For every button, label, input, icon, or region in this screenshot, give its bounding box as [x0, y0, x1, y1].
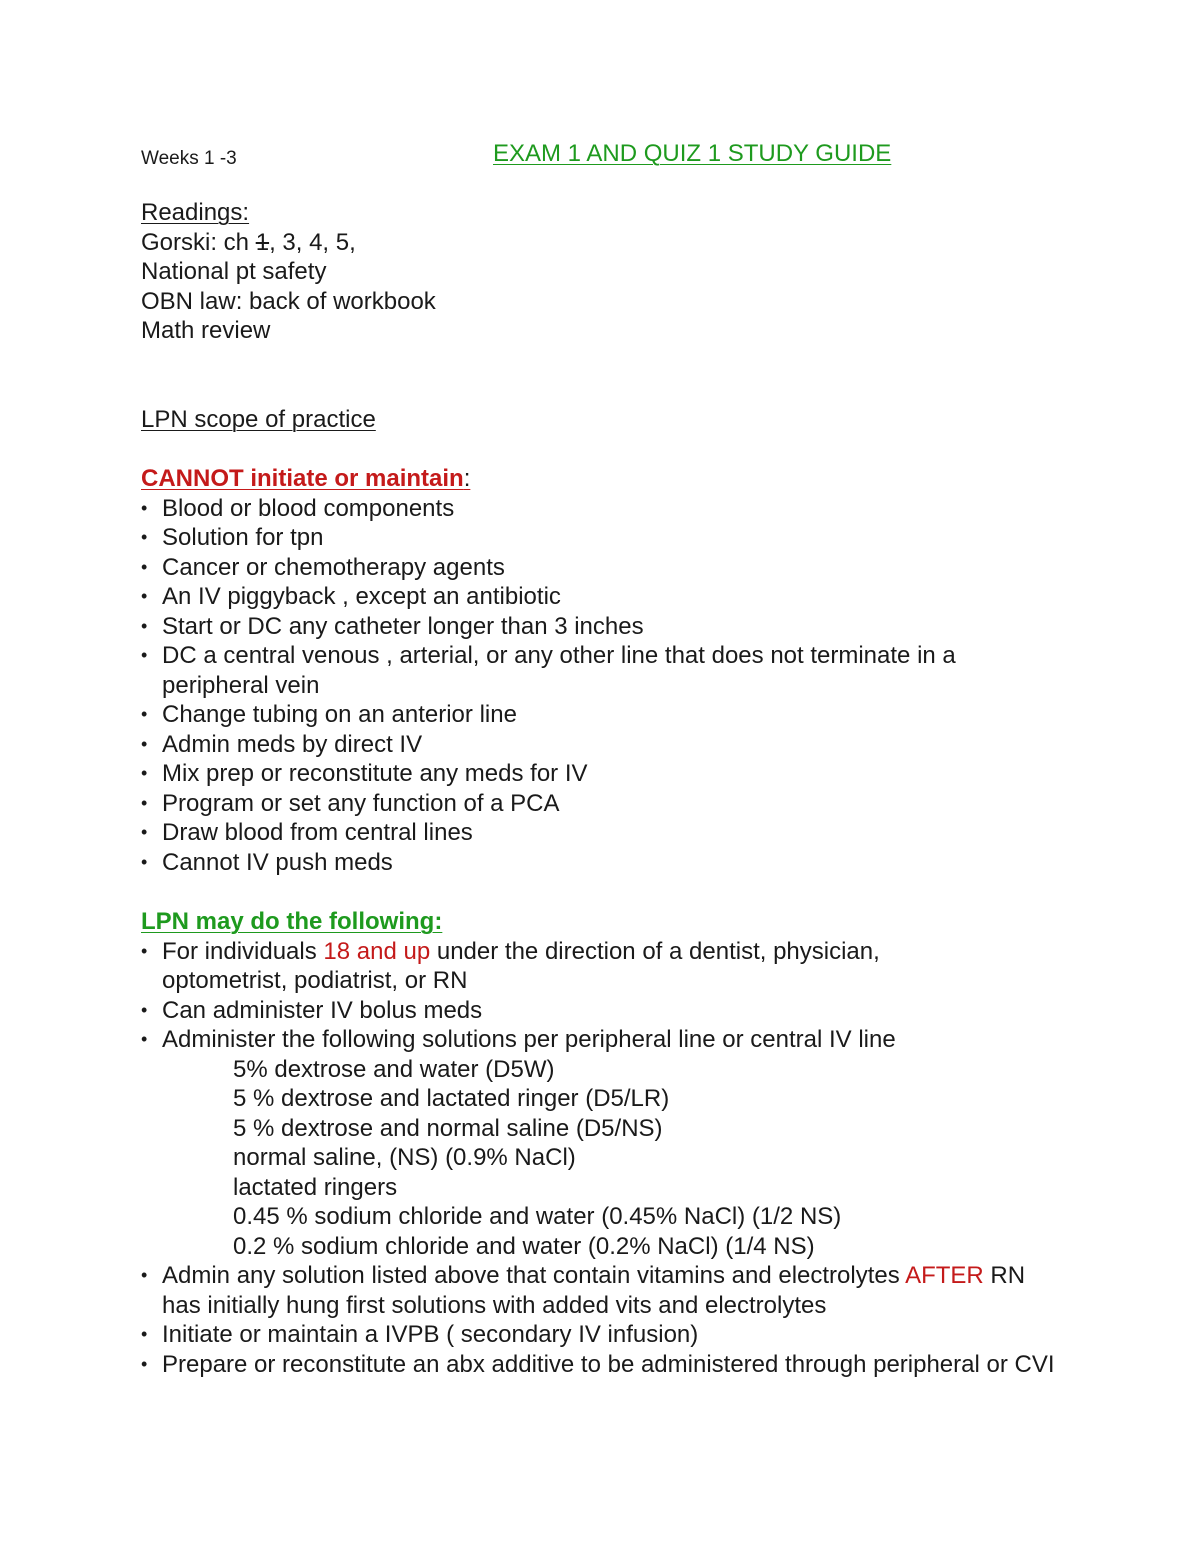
document-header	[141, 140, 1041, 174]
list-item-text: Admin any solution listed above that contain vitamins and electrolytes	[162, 1262, 906, 1289]
list-item-text: DC a central venous , arterial, or any other line that does not terminate in a peripheral vein	[162, 642, 956, 699]
list-item	[141, 612, 1061, 642]
cannot-heading	[141, 464, 1061, 494]
list-item-text: Blood or blood components	[162, 494, 455, 522]
list-item-text: An IV piggyback , except an antibiotic	[162, 583, 561, 610]
may-heading: LPN may do the following:	[141, 908, 443, 935]
list-item-text: Change tubing on an anterior line	[162, 701, 517, 728]
list-item-text: under the direction of a dentist, physician, optometrist, podiatrist, or RN	[162, 937, 880, 994]
list-item	[141, 641, 1032, 700]
bullet-icon: •	[141, 940, 148, 961]
list-item	[141, 494, 1061, 524]
list-item	[141, 1025, 1061, 1261]
list-item-text: Admin meds by direct IV	[162, 730, 423, 758]
scope-heading: LPN scope of practice	[141, 405, 376, 433]
gorski-struck-chapter: 1	[255, 228, 270, 256]
list-item	[141, 553, 1061, 583]
list-item	[141, 937, 982, 996]
list-item	[141, 759, 1061, 789]
cannot-heading-colon: :	[463, 465, 471, 492]
weeks-label: Weeks 1 -3	[141, 148, 237, 169]
bullet-icon: •	[141, 1029, 148, 1049]
bullet-icon: •	[141, 792, 148, 813]
list-item	[141, 523, 1061, 553]
document-body	[141, 198, 1061, 1379]
readings-section	[141, 198, 1061, 346]
may-section	[141, 907, 1061, 1379]
cannot-list	[141, 494, 1061, 878]
list-item-text: Cannot IV push meds	[162, 848, 393, 876]
bullet-icon: •	[141, 1353, 148, 1374]
document-title: EXAM 1 AND QUIZ 1 STUDY GUIDE	[493, 140, 892, 167]
bullet-icon: •	[141, 615, 148, 636]
list-item-text: Draw blood from central lines	[162, 819, 473, 846]
age-highlight: 18 and up	[323, 937, 431, 965]
readings-heading: Readings:	[141, 199, 250, 226]
list-item	[141, 789, 1061, 819]
list-item-text: Prepare or reconstitute an abx additive to be administered through peripheral or CVI	[162, 1350, 1055, 1378]
solution-item: 5 % dextrose and lactated ringer (D5/LR)	[233, 1085, 670, 1112]
solution-item: 5% dextrose and water (D5W)	[233, 1055, 555, 1083]
bullet-icon: •	[141, 822, 148, 842]
list-item	[141, 700, 1061, 730]
bullet-icon: •	[141, 1265, 148, 1285]
bullet-icon: •	[141, 645, 148, 665]
list-item	[141, 1320, 1061, 1350]
bullet-icon: •	[141, 1324, 148, 1344]
cannot-section	[141, 464, 1061, 877]
solution-item: 0.45 % sodium chloride and water (0.45% NaCl) (1/2 NS)	[233, 1203, 842, 1230]
list-item-text: Mix prep or reconstitute any meds for IV	[162, 760, 588, 787]
bullet-icon: •	[141, 999, 148, 1020]
list-item-text: Solution for tpn	[162, 524, 324, 551]
bullet-icon: •	[141, 763, 148, 783]
list-item-text: For individuals	[162, 937, 324, 965]
solution-item: 0.2 % sodium chloride and water (0.2% NaCl) (1/4 NS)	[233, 1232, 815, 1260]
bullet-icon: •	[141, 527, 148, 547]
list-item	[141, 1261, 1062, 1320]
gorski-prefix: Gorski: ch	[141, 228, 256, 256]
list-item-text: Can administer IV bolus meds	[162, 996, 483, 1024]
gorski-suffix: , 3, 4, 5,	[269, 228, 356, 256]
readings-gorski	[141, 228, 1061, 258]
solution-item: normal saline, (NS) (0.9% NaCl)	[233, 1144, 576, 1171]
list-item-text: Program or set any function of a PCA	[162, 789, 560, 817]
cannot-heading-text: CANNOT initiate or maintain	[141, 465, 464, 492]
readings-item: National pt safety	[141, 258, 327, 285]
list-item-text: Start or DC any catheter longer than 3 inches	[162, 612, 644, 640]
bullet-icon: •	[141, 733, 148, 754]
readings-item: Math review	[141, 317, 271, 344]
solution-item: lactated ringers	[233, 1173, 398, 1201]
bullet-icon: •	[141, 586, 148, 606]
bullet-icon: •	[141, 497, 148, 518]
bullet-icon: •	[141, 556, 148, 577]
list-item	[141, 582, 1061, 612]
list-item	[141, 1350, 1062, 1380]
list-item	[141, 730, 1061, 760]
may-list	[141, 937, 1061, 1380]
list-item	[141, 996, 1061, 1026]
list-item-text: Initiate or maintain a IVPB ( secondary IV infusion)	[162, 1321, 699, 1348]
after-highlight: AFTER	[905, 1262, 984, 1289]
readings-item: OBN law: back of workbook	[141, 287, 436, 315]
list-item-text: Cancer or chemotherapy agents	[162, 553, 505, 581]
list-item	[141, 848, 1061, 878]
list-item-text: RN has initially hung first solutions with added vits and electrolytes	[162, 1262, 1026, 1319]
solutions-list	[162, 1055, 1061, 1262]
solution-item: 5 % dextrose and normal saline (D5/NS)	[233, 1114, 663, 1142]
list-item	[141, 818, 1061, 848]
bullet-icon: •	[141, 704, 148, 724]
bullet-icon: •	[141, 851, 148, 872]
list-item-text: Administer the following solutions per peripheral line or central IV line	[162, 1026, 896, 1053]
